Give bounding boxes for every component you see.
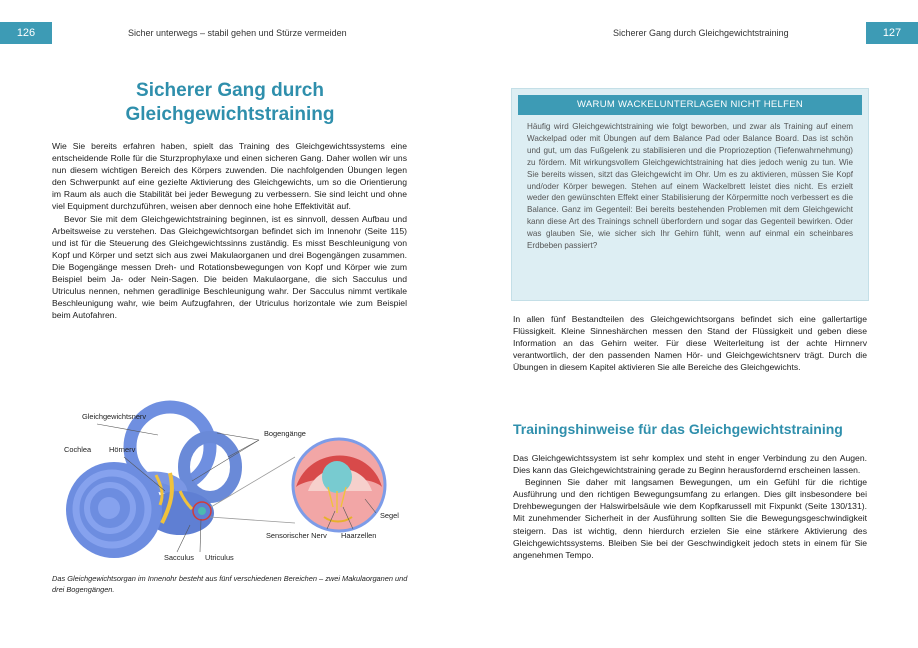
label-gleichgewichtsnerv: Gleichgewichtsnerv [82,412,147,421]
label-cochlea: Cochlea [64,445,92,454]
figure-caption: Das Gleichgewichtsorgan im Innenohr besteht aus fünf verschiedenen Bereichen – zwei Makulaorganen und drei Bogengängen. [52,574,408,594]
chapter-title-line2: Gleichgewichtstraining [125,104,335,125]
label-haarzellen: Haarzellen [341,531,377,540]
right-body-text-bottom [513,452,867,561]
left-body-text [52,140,407,321]
right-body-text-top [513,313,867,373]
label-sensorischer-nerv: Sensorischer Nerv [266,531,327,540]
running-head-left: Sicher unterwegs – stabil gehen und Stürze vermeiden [128,28,347,38]
inner-ear-illustration [52,395,417,580]
paragraph: Wie Sie bereits erfahren haben, spielt das Training des Gleichgewichtssystems eine entscheidende Rolle für die Sturzprophylaxe und einen sicheren Gang. Daher wollen wir uns nun diesem wichtigen Bereich des Körpers zuwenden. Die nachfolgenden Übungen legen den Schwerpunkt auf eine gezielte Aktivierung des Gleichgewichts, um so die Orientierung im Raum als auch die Stabilität bei jeder Bewegung zu verbessern. Sie sind leicht und ohne viel Equipment durchzuführen, weisen aber dennoch eine hohe Effektivität auf. [52,141,407,212]
label-hoernerv: Hörnerv [109,445,136,454]
paragraph: In allen fünf Bestandteilen des Gleichgewichtsorgans befindet sich eine gallertartige Flüssigkeit. Kleine Sinneshärchen messen den Stand der Flüssigkeit und geben diese Information an das Gehirn weiter. Für diese Weiterleitung ist der achte Hirnnerv verantwortlich, der den passenden Namen Hör- und Gleichgewichtsnerv trägt. Durch die Übungen in diesem Kapitel aktivieren Sie alle Bereiche des Gleichgewichts. [513,314,867,373]
section-heading: Trainingshinweise für das Gleichgewichtstraining [513,421,843,437]
paragraph: Das Gleichgewichtssystem ist sehr komplex und steht in enger Verbindung zu den Augen. Dies kann das Gleichgewichtstraining gerade zu Beginn herausfordernd erscheinen lassen. [513,453,867,476]
running-head-right: Sicherer Gang durch Gleichgewichtstraining [613,28,789,38]
label-sacculus: Sacculus [164,553,194,562]
info-box-title: WARUM WACKELUNTERLAGEN NICHT HELFEN [518,95,862,115]
inner-ear-figure [52,395,417,580]
label-segel: Segel [380,511,399,520]
paragraph: Beginnen Sie daher mit langsamen Bewegungen, um ein Gefühl für die richtige Ausführung und den richtigen Bewegungsumfang zu erlangen. Dies gilt insbesondere bei Drehbewegungen der Halswirbelsäule wie dem Kopfkarussell mit Fixpunkt (Seite 130/131). Mit zunehmender Sicherheit in der Ausführung sollten Sie die Bewegungsgeschwindigkeit steigern. Das ist wichtig, denn hierdurch erzielen Sie eine stärkere Aktivierung des Gleichgewichtssystems. Bleiben Sie bei der Geschwindigkeit jedoch stets in einem für Sie angenehmen Tempo. [513,477,867,560]
chapter-title [60,79,400,127]
info-box-text: Häufig wird Gleichgewichtstraining wie folgt beworben, und zwar als Training auf einem Wackelpad oder mit Übungen auf dem Balance Pad oder Balance Board. Das ist schön und gut, um das Fußgelenk zu stabilisieren und die Propriozeption (Tiefenwahrnehmung) zu fördern. Mit wirkungsvollem Gleichgewichtstraining hat dies jedoch wenig zu tun. Wie Sie bereits wissen, sitzt das Gleichgewicht im Ohr. Um es zu aktivieren, müssen Sie Kopf und/oder Körper bewegen. Stehen auf einem Wackelbrett leistet dies nicht. Es erzielt weder den gewünschten Effekt einer Stabilisierung der Körpermitte noch verbessert es die Balance. Ganz im Gegenteil: Bei bereits bestehenden Problemen mit dem Gleichgewicht kann diese Art des Trainings schnell überfordern und sogar das Gegenteil bewirken. Oder was glauben Sie, wie sicher sich Ihr Gehirn fühlt, wenn auf einmal ein scheinbares Erdbeben passiert? [527,122,853,251]
info-box [511,88,869,301]
page-number-right: 127 [866,22,918,44]
paragraph: Bevor Sie mit dem Gleichgewichtstraining beginnen, ist es sinnvoll, dessen Aufbau und Arbeitsweise zu verstehen. Das Gleichgewichtsorgan befindet sich im Innenohr (Seite 115) und ist für die Steuerung des Gleichgewichtssinns zuständig. Es misst Beschleunigung von Kopf und Körper und setzt sich aus zwei Makulaorganen und drei Bogengängen zusammen. Die Bogengänge messen Dreh- und Rotationsbewegungen von Kopf und Körper wie zum Beispiel beim Ja- oder Nein-Sagen. Die beiden Makulaorgane, die sich Sacculus und Utriculus nennen, nehmen geradlinige Beschleunigung wahr. Der Sacculus nimmt vertikale Beschleunigung wahr, wie beim Aufzugfahren, der Utriculus horizontale wie zum Beispiel beim Autofahren. [52,213,407,321]
chapter-title-line1: Sicherer Gang durch [136,80,324,101]
label-bogengaenge: Bogengänge [264,429,306,438]
label-utriculus: Utriculus [205,553,234,562]
page-number-left: 126 [0,22,52,44]
